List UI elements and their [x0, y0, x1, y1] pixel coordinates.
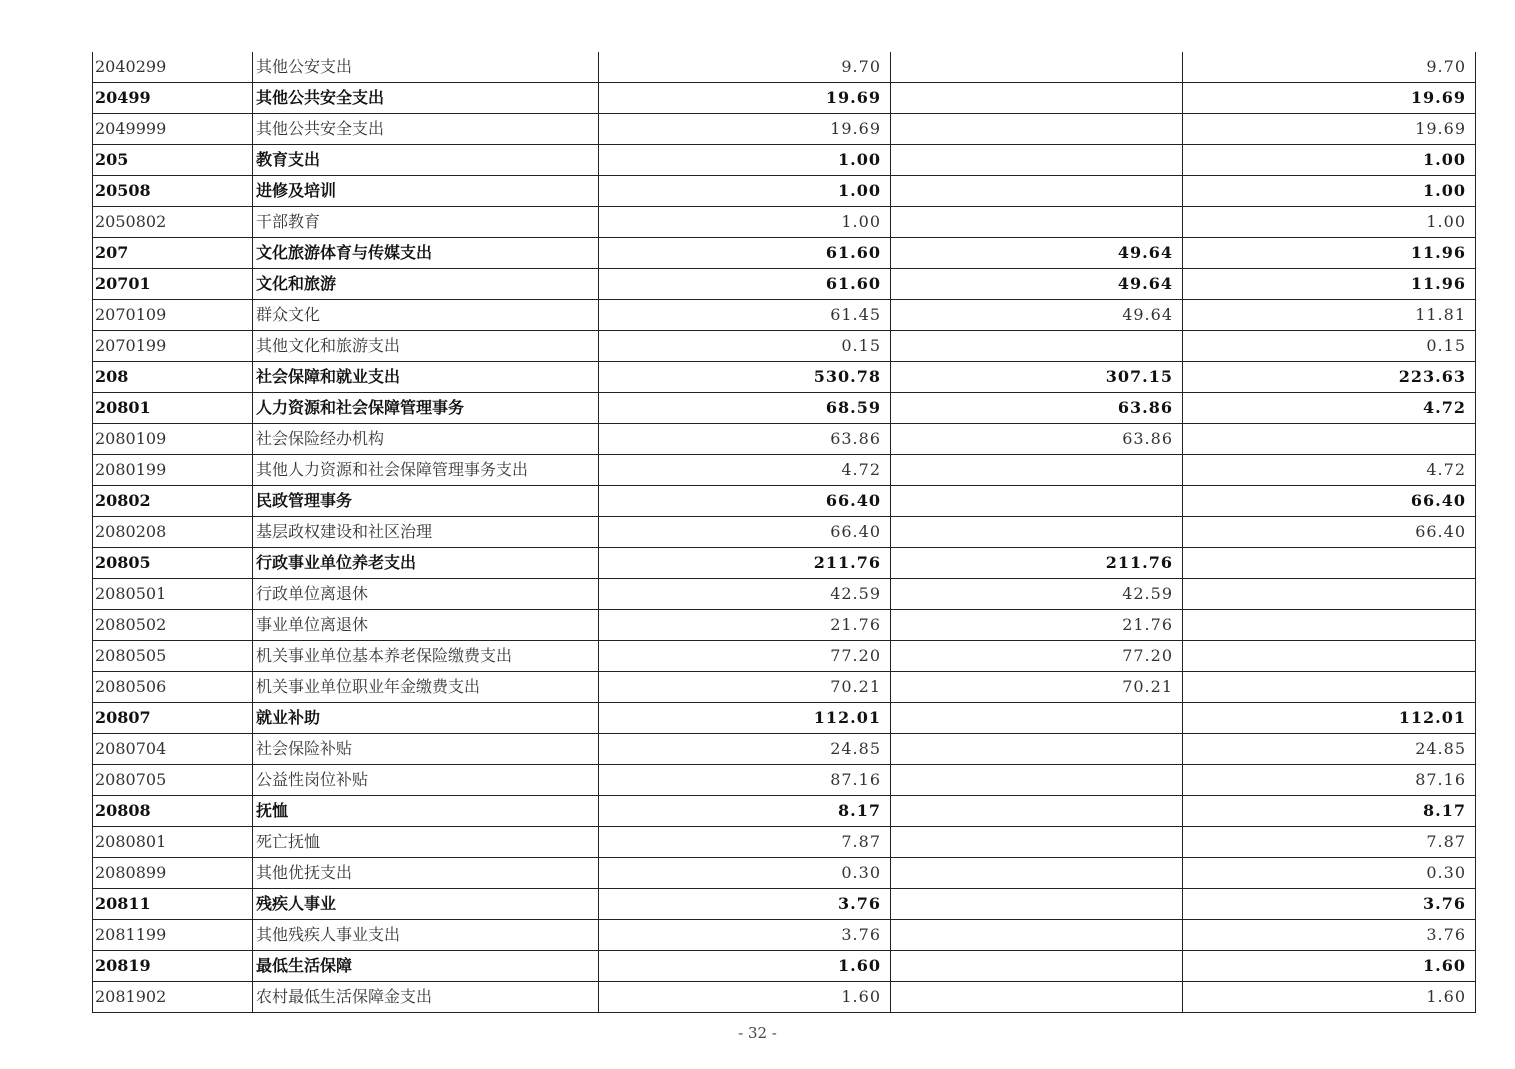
project-expenditure-cell [1183, 579, 1476, 610]
project-expenditure-cell: 11.96 [1183, 238, 1476, 269]
total-amount-cell: 42.59 [599, 579, 891, 610]
project-expenditure-cell [1183, 641, 1476, 672]
table-row [93, 176, 1476, 207]
account-code-cell: 20701 [93, 269, 253, 300]
basic-expenditure-cell: 70.21 [891, 672, 1183, 703]
account-code-cell: 2080704 [93, 734, 253, 765]
project-expenditure-cell: 1.00 [1183, 207, 1476, 238]
account-code-cell: 2050802 [93, 207, 253, 238]
account-code-cell: 20499 [93, 83, 253, 114]
basic-expenditure-cell [891, 765, 1183, 796]
project-expenditure-cell: 3.76 [1183, 889, 1476, 920]
table-row [93, 796, 1476, 827]
total-amount-cell: 87.16 [599, 765, 891, 796]
table-row [93, 269, 1476, 300]
table-row [93, 114, 1476, 145]
total-amount-cell: 0.30 [599, 858, 891, 889]
project-expenditure-cell: 3.76 [1183, 920, 1476, 951]
total-amount-cell: 9.70 [599, 52, 891, 83]
account-code-cell: 2040299 [93, 52, 253, 83]
basic-expenditure-cell [891, 889, 1183, 920]
total-amount-cell: 3.76 [599, 920, 891, 951]
total-amount-cell: 3.76 [599, 889, 891, 920]
table-row [93, 734, 1476, 765]
account-name-cell: 文化和旅游 [253, 269, 599, 300]
basic-expenditure-cell: 211.76 [891, 548, 1183, 579]
total-amount-cell: 70.21 [599, 672, 891, 703]
account-code-cell: 208 [93, 362, 253, 393]
account-code-cell: 207 [93, 238, 253, 269]
account-code-cell: 2070199 [93, 331, 253, 362]
total-amount-cell: 66.40 [599, 486, 891, 517]
basic-expenditure-cell [891, 951, 1183, 982]
account-name-cell: 死亡抚恤 [253, 827, 599, 858]
project-expenditure-cell: 7.87 [1183, 827, 1476, 858]
total-amount-cell: 0.15 [599, 331, 891, 362]
total-amount-cell: 61.60 [599, 269, 891, 300]
table-row [93, 765, 1476, 796]
table-row [93, 393, 1476, 424]
account-code-cell: 20811 [93, 889, 253, 920]
basic-expenditure-cell: 63.86 [891, 424, 1183, 455]
account-name-cell: 残疾人事业 [253, 889, 599, 920]
basic-expenditure-cell [891, 982, 1183, 1013]
account-name-cell: 干部教育 [253, 207, 599, 238]
table-row [93, 951, 1476, 982]
table-row [93, 858, 1476, 889]
account-name-cell: 其他文化和旅游支出 [253, 331, 599, 362]
project-expenditure-cell: 1.00 [1183, 145, 1476, 176]
account-code-cell: 2080109 [93, 424, 253, 455]
basic-expenditure-cell [891, 83, 1183, 114]
table-row [93, 145, 1476, 176]
account-code-cell: 20819 [93, 951, 253, 982]
table-row [93, 207, 1476, 238]
total-amount-cell: 7.87 [599, 827, 891, 858]
project-expenditure-cell [1183, 610, 1476, 641]
project-expenditure-cell: 1.60 [1183, 951, 1476, 982]
account-name-cell: 其他残疾人事业支出 [253, 920, 599, 951]
account-name-cell: 机关事业单位职业年金缴费支出 [253, 672, 599, 703]
project-expenditure-cell: 1.60 [1183, 982, 1476, 1013]
account-name-cell: 事业单位离退休 [253, 610, 599, 641]
account-name-cell: 其他公共安全支出 [253, 83, 599, 114]
basic-expenditure-cell [891, 827, 1183, 858]
total-amount-cell: 68.59 [599, 393, 891, 424]
account-code-cell: 20508 [93, 176, 253, 207]
account-code-cell: 20805 [93, 548, 253, 579]
account-name-cell: 行政事业单位养老支出 [253, 548, 599, 579]
project-expenditure-cell [1183, 424, 1476, 455]
account-name-cell: 社会保障和就业支出 [253, 362, 599, 393]
account-name-cell: 其他公安支出 [253, 52, 599, 83]
project-expenditure-cell: 19.69 [1183, 83, 1476, 114]
total-amount-cell: 1.00 [599, 207, 891, 238]
basic-expenditure-cell [891, 920, 1183, 951]
table-row [93, 83, 1476, 114]
account-code-cell: 2080801 [93, 827, 253, 858]
total-amount-cell: 19.69 [599, 114, 891, 145]
account-name-cell: 就业补助 [253, 703, 599, 734]
project-expenditure-cell: 1.00 [1183, 176, 1476, 207]
account-name-cell: 其他公共安全支出 [253, 114, 599, 145]
total-amount-cell: 112.01 [599, 703, 891, 734]
basic-expenditure-cell: 21.76 [891, 610, 1183, 641]
table-row [93, 548, 1476, 579]
total-amount-cell: 66.40 [599, 517, 891, 548]
table-row [93, 238, 1476, 269]
total-amount-cell: 8.17 [599, 796, 891, 827]
total-amount-cell: 24.85 [599, 734, 891, 765]
account-name-cell: 文化旅游体育与传媒支出 [253, 238, 599, 269]
account-name-cell: 公益性岗位补贴 [253, 765, 599, 796]
table-row [93, 331, 1476, 362]
table-row [93, 982, 1476, 1013]
project-expenditure-cell: 0.30 [1183, 858, 1476, 889]
total-amount-cell: 530.78 [599, 362, 891, 393]
total-amount-cell: 61.60 [599, 238, 891, 269]
project-expenditure-cell: 0.15 [1183, 331, 1476, 362]
account-code-cell: 2070109 [93, 300, 253, 331]
account-code-cell: 2080199 [93, 455, 253, 486]
account-name-cell: 行政单位离退休 [253, 579, 599, 610]
account-code-cell: 2080502 [93, 610, 253, 641]
project-expenditure-cell: 9.70 [1183, 52, 1476, 83]
total-amount-cell: 4.72 [599, 455, 891, 486]
table-row [93, 486, 1476, 517]
project-expenditure-cell: 19.69 [1183, 114, 1476, 145]
account-code-cell: 2080208 [93, 517, 253, 548]
project-expenditure-cell: 4.72 [1183, 455, 1476, 486]
basic-expenditure-cell: 49.64 [891, 238, 1183, 269]
account-code-cell: 2080899 [93, 858, 253, 889]
table-row [93, 827, 1476, 858]
account-code-cell: 20808 [93, 796, 253, 827]
account-code-cell: 2080506 [93, 672, 253, 703]
basic-expenditure-cell: 307.15 [891, 362, 1183, 393]
total-amount-cell: 61.45 [599, 300, 891, 331]
account-name-cell: 进修及培训 [253, 176, 599, 207]
table-row [93, 52, 1476, 83]
basic-expenditure-cell [891, 796, 1183, 827]
basic-expenditure-cell [891, 517, 1183, 548]
account-name-cell: 民政管理事务 [253, 486, 599, 517]
total-amount-cell: 21.76 [599, 610, 891, 641]
account-name-cell: 社会保险经办机构 [253, 424, 599, 455]
account-code-cell: 205 [93, 145, 253, 176]
basic-expenditure-cell [891, 703, 1183, 734]
basic-expenditure-cell [891, 52, 1183, 83]
basic-expenditure-cell [891, 145, 1183, 176]
table-row [93, 517, 1476, 548]
project-expenditure-cell [1183, 672, 1476, 703]
table-row [93, 362, 1476, 393]
project-expenditure-cell: 223.63 [1183, 362, 1476, 393]
account-name-cell: 其他优抚支出 [253, 858, 599, 889]
project-expenditure-cell: 11.96 [1183, 269, 1476, 300]
account-name-cell: 最低生活保障 [253, 951, 599, 982]
account-name-cell: 农村最低生活保障金支出 [253, 982, 599, 1013]
basic-expenditure-cell [891, 486, 1183, 517]
total-amount-cell: 1.60 [599, 982, 891, 1013]
table-row [93, 641, 1476, 672]
account-code-cell: 2080501 [93, 579, 253, 610]
table-body [93, 52, 1476, 1013]
table-row [93, 920, 1476, 951]
table-row [93, 455, 1476, 486]
basic-expenditure-cell [891, 176, 1183, 207]
account-name-cell: 其他人力资源和社会保障管理事务支出 [253, 455, 599, 486]
project-expenditure-cell: 112.01 [1183, 703, 1476, 734]
table-row [93, 424, 1476, 455]
table-row [93, 579, 1476, 610]
page-number: - 32 - [738, 1024, 777, 1042]
account-name-cell: 人力资源和社会保障管理事务 [253, 393, 599, 424]
project-expenditure-cell: 4.72 [1183, 393, 1476, 424]
budget-table [92, 52, 1476, 1013]
total-amount-cell: 1.60 [599, 951, 891, 982]
account-code-cell: 2081199 [93, 920, 253, 951]
account-name-cell: 群众文化 [253, 300, 599, 331]
project-expenditure-cell: 87.16 [1183, 765, 1476, 796]
account-code-cell: 20801 [93, 393, 253, 424]
basic-expenditure-cell [891, 858, 1183, 889]
basic-expenditure-cell [891, 207, 1183, 238]
table-row [93, 300, 1476, 331]
account-code-cell: 20802 [93, 486, 253, 517]
table-row [93, 610, 1476, 641]
project-expenditure-cell: 11.81 [1183, 300, 1476, 331]
account-code-cell: 20807 [93, 703, 253, 734]
total-amount-cell: 77.20 [599, 641, 891, 672]
basic-expenditure-cell [891, 331, 1183, 362]
table-row [93, 889, 1476, 920]
account-code-cell: 2049999 [93, 114, 253, 145]
project-expenditure-cell: 66.40 [1183, 517, 1476, 548]
table-row [93, 703, 1476, 734]
account-code-cell: 2080505 [93, 641, 253, 672]
basic-expenditure-cell [891, 114, 1183, 145]
basic-expenditure-cell: 63.86 [891, 393, 1183, 424]
account-code-cell: 2080705 [93, 765, 253, 796]
project-expenditure-cell: 66.40 [1183, 486, 1476, 517]
basic-expenditure-cell [891, 734, 1183, 765]
total-amount-cell: 1.00 [599, 176, 891, 207]
basic-expenditure-cell: 49.64 [891, 300, 1183, 331]
total-amount-cell: 63.86 [599, 424, 891, 455]
table-row [93, 672, 1476, 703]
project-expenditure-cell: 24.85 [1183, 734, 1476, 765]
basic-expenditure-cell: 42.59 [891, 579, 1183, 610]
basic-expenditure-cell: 77.20 [891, 641, 1183, 672]
account-name-cell: 教育支出 [253, 145, 599, 176]
total-amount-cell: 19.69 [599, 83, 891, 114]
account-name-cell: 抚恤 [253, 796, 599, 827]
account-name-cell: 社会保险补贴 [253, 734, 599, 765]
account-name-cell: 机关事业单位基本养老保险缴费支出 [253, 641, 599, 672]
total-amount-cell: 1.00 [599, 145, 891, 176]
basic-expenditure-cell [891, 455, 1183, 486]
project-expenditure-cell [1183, 548, 1476, 579]
account-code-cell: 2081902 [93, 982, 253, 1013]
account-name-cell: 基层政权建设和社区治理 [253, 517, 599, 548]
basic-expenditure-cell: 49.64 [891, 269, 1183, 300]
total-amount-cell: 211.76 [599, 548, 891, 579]
project-expenditure-cell: 8.17 [1183, 796, 1476, 827]
